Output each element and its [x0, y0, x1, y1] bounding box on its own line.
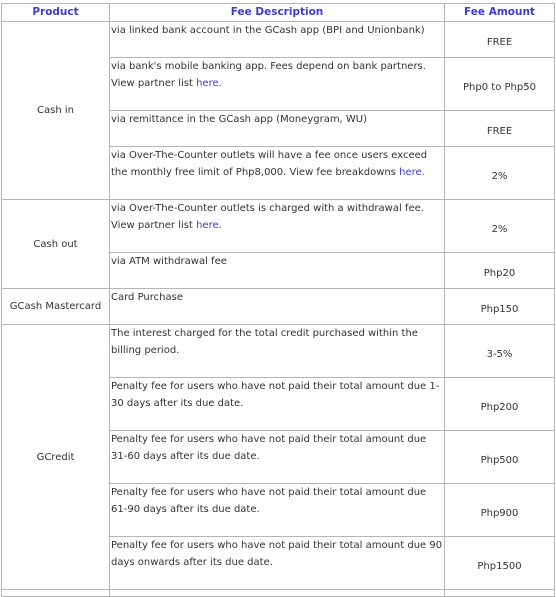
fee-description: Penalty fee for users who have not paid their total amount due 1-30 days after its due date. — [110, 378, 445, 431]
fee-amount: Php20 — [445, 253, 555, 289]
fee-description: via remittance in the GCash app (Moneygram, WU) — [110, 111, 445, 147]
fee-description — [110, 200, 445, 253]
fee-description: via linked bank account in the GCash app (BPI and Unionbank) — [110, 22, 445, 58]
fee-description: Card Purchase — [110, 289, 445, 325]
empty-cell — [445, 590, 555, 597]
fee-description: The interest charged for the total credit purchased within the billing period. — [110, 325, 445, 378]
fee-amount: 3-5% — [445, 325, 555, 378]
fee-description: Penalty fee for users who have not paid their total amount due 31-60 days after its due date. — [110, 431, 445, 484]
header-fee-amount: Fee Amount — [445, 4, 555, 22]
fee-description — [110, 58, 445, 111]
fee-amount: Php500 — [445, 431, 555, 484]
fee-amount: FREE — [445, 111, 555, 147]
fee-description: Penalty fee for users who have not paid their total amount due 61-90 days after its due date. — [110, 484, 445, 537]
table-row — [2, 325, 555, 378]
header-row — [2, 4, 555, 22]
fee-amount: FREE — [445, 22, 555, 58]
fee-amount: Php0 to Php50 — [445, 58, 555, 111]
header-fee-description: Fee Description — [110, 4, 445, 22]
fee-description: via ATM withdrawal fee — [110, 253, 445, 289]
fee-description-text: via Over-The-Counter outlets is charged with a withdrawal fee. View partner list — [111, 203, 424, 231]
fee-description-text: via Over-The-Counter outlets will have a fee once users exceed the monthly free limit of Php8,000. View fee breakdowns — [111, 150, 428, 178]
product-cash-out: Cash out — [2, 200, 110, 289]
fee-description: Penalty fee for users who have not paid their total amount due 90 days onwards after its due date. — [110, 537, 445, 590]
table-row — [2, 200, 555, 253]
empty-cell — [110, 590, 445, 597]
product-cash-in: Cash in — [2, 22, 110, 200]
table-row-partial — [2, 590, 555, 597]
fee-amount: 2% — [445, 200, 555, 253]
header-product: Product — [2, 4, 110, 22]
fee-amount: Php900 — [445, 484, 555, 537]
empty-cell — [2, 590, 110, 597]
partner-list-link[interactable]: here. — [196, 78, 222, 89]
fee-breakdown-link[interactable]: here. — [399, 167, 425, 178]
fee-amount: 2% — [445, 147, 555, 200]
fee-amount: Php200 — [445, 378, 555, 431]
product-gcredit: GCredit — [2, 325, 110, 590]
product-gcash-mastercard: GCash Mastercard — [2, 289, 110, 325]
fee-description — [110, 147, 445, 200]
fee-table — [1, 3, 555, 597]
fee-amount: Php150 — [445, 289, 555, 325]
table-row — [2, 289, 555, 325]
partner-list-link[interactable]: here. — [196, 220, 222, 231]
fee-description-text: via bank's mobile banking app. Fees depend on bank partners. View partner list — [111, 61, 426, 89]
table-row — [2, 22, 555, 58]
fee-amount: Php1500 — [445, 537, 555, 590]
